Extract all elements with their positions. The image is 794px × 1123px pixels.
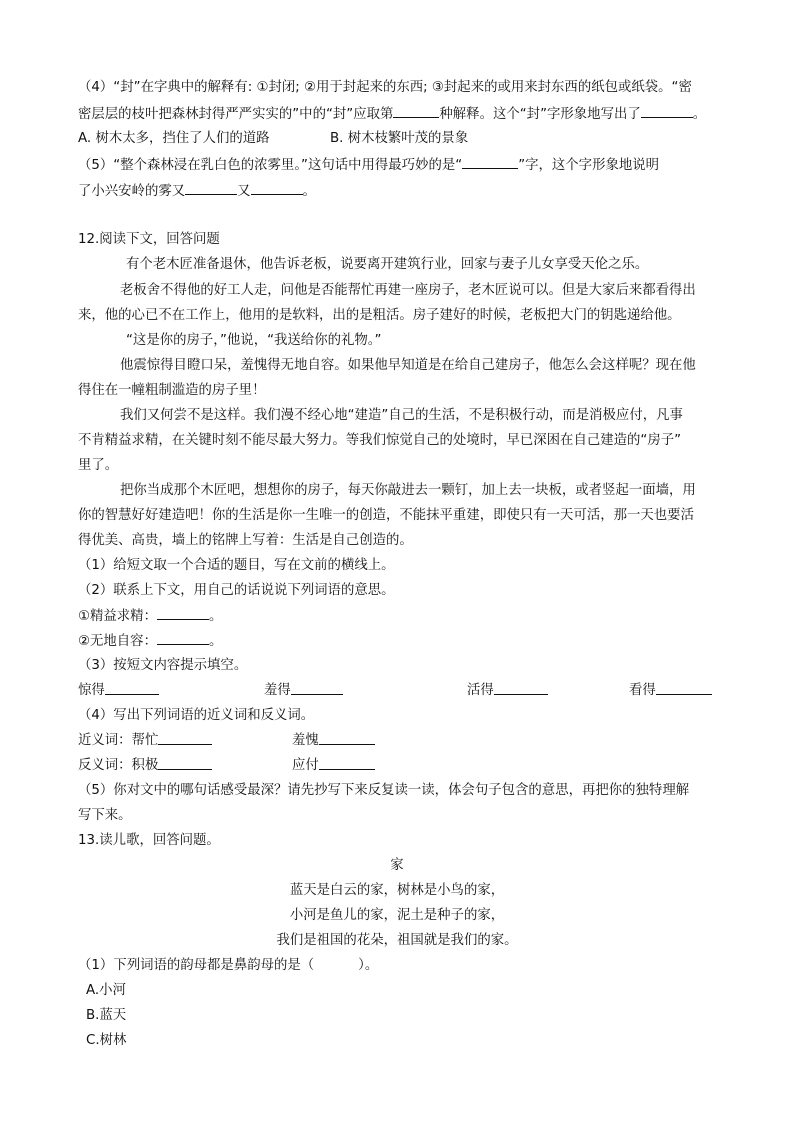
q13-q1-close: ）。	[358, 958, 379, 973]
q12-q4-syn-b: 羞愧	[292, 731, 319, 751]
answer-blank[interactable]	[157, 606, 209, 620]
q12-question-1: （1）给短文取一个合适的题目，写在文前的横线上。	[78, 558, 395, 573]
answer-blank[interactable]	[158, 756, 212, 770]
answer-blank[interactable]	[158, 731, 212, 745]
q11-p5-text-e: 。	[302, 184, 316, 199]
q12-para1: 有个老木匠准备退休，他告诉老板，说要离开建筑行业，回家与妻子儿女享受天伦之乐。	[126, 257, 649, 272]
q12-q4-ant-b: 应付	[292, 756, 319, 776]
q12-q3-item-4: 看得	[629, 681, 656, 701]
end-mark: 。	[208, 634, 223, 649]
answer-blank[interactable]	[641, 104, 693, 118]
q11-p4-text-c: 。	[692, 107, 707, 122]
q12-q3-item-3: 活得	[467, 681, 494, 701]
answer-blank[interactable]	[393, 104, 439, 118]
q13-title: 13.读儿歌，回答问题。	[78, 833, 220, 848]
q12-q4-ant-a: 反义词：积极	[78, 756, 158, 776]
q13-option-c[interactable]: C.树林	[86, 1033, 127, 1048]
q13-option-a[interactable]: A.小河	[86, 983, 126, 998]
q12-para4-line1: 他震惊得目瞪口呆，羞愧得无地自容。如果他早知道是在给自己建房子，他怎么会这样呢？现在他	[120, 358, 696, 373]
q11-option-a[interactable]: A. 树木太多，挡住了人们的道路	[78, 131, 270, 146]
q11-p5-text-d: 又	[237, 184, 251, 199]
q12-para6-line3: 得优美、高贵，墙上的铭牌上写着：生活是自己创造的。	[78, 533, 413, 548]
q11-p5-line2	[78, 181, 728, 202]
q12-para4-line2: 得住在一幢粗制滥造的房子里！	[78, 383, 266, 398]
q12-q2-item-a	[78, 606, 728, 627]
q12-question-5-line1: （5）你对文中的哪句话感受最深？请先抄写下来反复读一读，体会句子包含的意思，再把你的独特理解	[78, 783, 690, 798]
answer-blank[interactable]	[157, 631, 209, 645]
q12-para6-line1: 把你当成那个木匠吧，想想你的房子，每天你敲进去一颗钉，加上去一块板，或者竖起一面墙，用	[120, 483, 696, 498]
q11-p4-line2	[78, 104, 728, 125]
q12-q2-label-b: ②无地自容：	[78, 634, 157, 649]
q12-question-2: （2）联系上下文，用自己的话说说下列词语的意思。	[78, 583, 395, 598]
poem-line: 蓝天是白云的家，树林是小鸟的家，	[289, 883, 505, 898]
q12-q3-item-2: 羞得	[264, 681, 291, 701]
q13-q1-text: （1）下列词语的韵母都是鼻韵母的是（	[78, 958, 315, 973]
q12-para3: “这是你的房子，”他说，“我送给你的礼物。”	[126, 333, 382, 348]
q12-q3-item-1: 惊得	[78, 681, 105, 701]
q11-p5-text-a: （5）“整个森林浸在乳白色的浓雾里。”这句话中用得最巧妙的是“	[78, 158, 463, 173]
q12-para2-line2: 来，他的心已不在工作上，他用的是软料，出的是粗活。房子建好的时候，老板把大门的钥匙递给他。	[78, 308, 681, 323]
q11-p5-text-b: ”字，这个字形象地说明	[518, 158, 660, 173]
poem-title: 家	[390, 858, 404, 873]
q11-option-b[interactable]: B. 树木枝繁叶茂的景象	[330, 131, 469, 146]
poem-line: 我们是祖国的花朵，祖国就是我们的家。	[276, 933, 518, 948]
answer-blank[interactable]	[494, 681, 548, 695]
poem-line: 小河是鱼儿的家，泥土是种子的家，	[289, 908, 505, 923]
q12-question-3: （3）按短文内容提示填空。	[78, 658, 248, 673]
answer-blank[interactable]	[105, 681, 159, 695]
q11-p5-text-c: 了小兴安岭的雾又	[78, 184, 186, 199]
q12-q2-label-a: ①精益求精：	[78, 609, 157, 624]
answer-blank[interactable]	[319, 731, 375, 745]
q11-p4-text-a: 密层层的枝叶把森林封得严严实实的”中的“封”应取第	[78, 107, 394, 122]
q12-para5-line1: 我们又何尝不是这样。我们漫不经心地“建造”自己的生活，不是积极行动，而是消极应付，凡事	[120, 408, 683, 423]
q13-option-b[interactable]: B.蓝天	[86, 1008, 127, 1023]
q12-question-5-line2: 写下来。	[78, 808, 132, 823]
q12-question-4: （4）写出下列词语的近义词和反义词。	[78, 708, 315, 723]
q12-q2-item-b	[78, 631, 728, 652]
answer-blank[interactable]	[291, 681, 343, 695]
answer-blank[interactable]	[462, 155, 518, 169]
q11-p5-line1	[78, 155, 728, 176]
q12-para2-line1: 老板舍不得他的好工人走，问他是否能帮忙再建一座房子，老木匠说可以。但是大家后来都看得出	[120, 283, 696, 298]
q13-question-1	[78, 956, 728, 976]
answer-blank[interactable]	[319, 756, 375, 770]
answer-blank[interactable]	[656, 681, 712, 695]
q12-title: 12.阅读下文，回答问题	[78, 232, 220, 247]
answer-blank[interactable]	[185, 181, 237, 195]
q11-p4-text-b: 种解释。这个“封”字形象地写出了	[439, 107, 641, 122]
q11-p4-line1: （4）“封”在字典中的解释有: ①封闭; ②用于封起来的东西; ③封起来的或用来封东西的纸包或纸袋。“密	[78, 80, 692, 95]
end-mark: 。	[208, 609, 223, 624]
q12-para5-line2: 不肯精益求精，在关键时刻不能尽最大努力。等我们惊觉自己的处境时，早已深困在自己建造的“房子”	[78, 433, 682, 448]
q12-para5-line3: 里了。	[78, 458, 119, 473]
q12-q4-syn-a: 近义词：帮忙	[78, 731, 158, 751]
answer-blank[interactable]	[251, 181, 303, 195]
q12-para6-line2: 你的智慧好好建造吧！你的生活是你一生唯一的创造，不能抹平重建，即使只有一天可活，那一天也要活	[78, 508, 694, 523]
